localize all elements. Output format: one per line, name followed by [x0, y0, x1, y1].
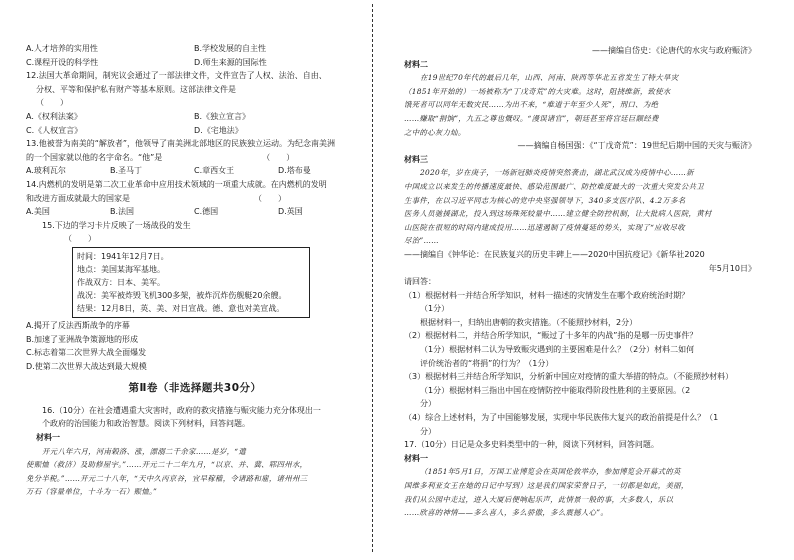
- q12-option-c[interactable]: C.《人权宣言》: [26, 125, 83, 135]
- q13-stem: [26, 137, 364, 164]
- q15-option-b[interactable]: B.加速了亚洲战争策源地的形成: [26, 334, 139, 344]
- q15-answer-blank: （ ）: [64, 234, 96, 244]
- material-line: 开元八年六月，河南榖洛、涨，漂溺二千余家……是岁，“遣: [42, 446, 247, 456]
- material-line: 山医院在很短的时间内建成投用……迅速遏制了疫情蔓延的势头，实现了“应收尽收: [404, 222, 685, 232]
- material-line: 生事件，在以习近平同志为核心的党中央坚强领导下，340多支医疗队、4.2万多名: [404, 195, 686, 205]
- material-line: 医务人员驰援湖北，投入到这场殊死较量中……建立健全防控机制，让大批病人医院，黄村: [404, 209, 712, 219]
- card-line-battle: 战况：美军被炸毁飞机300多架，被炸沉炸伤舰艇20余艘。: [77, 290, 287, 300]
- material-line: 使赈恤（救济）及助修屋宇。”……开元二十二年九月，“以京、并、冀、郓四州水，: [26, 460, 308, 470]
- subquestion-line: （2）根据材料二，并结合所学知识，“赈过了十多年的内战”指的是哪一历史事件？: [404, 331, 698, 341]
- material-line: 中国成立以来发生的传播速度最快、感染范围最广、防控难度最大的一次重大突发公共卫: [404, 181, 704, 191]
- card-line-result: 结果：12月8日，英、美、对日宣战。德、意也对美宣战。: [77, 303, 285, 313]
- subquestion-line: 评价统治者的“将捐”的行为？（1分）: [420, 358, 554, 368]
- q12-option-d[interactable]: D.《宅地法》: [194, 125, 243, 135]
- q14-text-line: 和改进方面成就最大的国家是 （ ）: [26, 193, 286, 203]
- q17-material1-text: [404, 465, 756, 519]
- material2-text: [404, 71, 756, 139]
- q13-option-row: [26, 164, 364, 178]
- q16-subquestions: [404, 289, 756, 439]
- q11-option-row: [26, 56, 364, 70]
- q14-text-line: 14.内燃机的发明是第二次工业革命中应用技术领域的一项重大成就。在内燃机的发明: [26, 179, 327, 189]
- source-citation-3-cont: 年5月10日》: [708, 263, 756, 273]
- page-divider: [372, 4, 373, 552]
- subquestion-line: （1分）根据材料二认为导致赈灾遇到的主要困难是什么？（2分）材料二如何: [420, 345, 695, 355]
- material-line: 我们从公园中走过，进入大厦后便响起乐声，此情景一般的事，大多数人，乐以: [404, 494, 674, 504]
- source-citation-1: ——摘编自岱史：《论唐代的水灾与政府赈济》: [592, 46, 756, 55]
- material-line: 国维多利亚女王在她的日记中写到）这是我们国家荣誉日子，一切都是如此，美丽，: [404, 481, 689, 490]
- q17-material1-label: 材料一: [404, 453, 428, 463]
- subquestion-line: （4）综合上述材料，为了中国能够发展，实现中华民族伟大复兴的政治前提是什么？（1: [404, 413, 719, 423]
- q11-option-row: [26, 42, 364, 56]
- card-line-sides: 作战双方：日本、美军。: [77, 277, 165, 287]
- material-line: 万石（容量单位，十斗为一石）赈恤。”: [26, 487, 158, 497]
- material-line: 尽治”……: [404, 236, 439, 246]
- left-column: [26, 42, 364, 499]
- q12-option-row: [26, 124, 364, 138]
- q12-stem: [26, 69, 364, 110]
- q13-text-line: 13.他被誉为南美的“解放者”，他领导了南美洲北部地区的民族独立运动。为纪念南美洲: [26, 139, 336, 149]
- section-title: 第Ⅱ卷（非选择题共30分）: [128, 382, 262, 395]
- material-line: （1851年开始的）一场被称为“丁戊奇荒”的大灾难。这时，阻挠维新，致使水: [404, 86, 671, 96]
- q14-option-d[interactable]: D.英国: [278, 207, 303, 217]
- q15-text-line: 15.下边的学习卡片反映了一场战役的发生: [42, 220, 191, 230]
- q16-stem: [26, 404, 364, 431]
- subquestion-line: （1分）: [420, 304, 450, 314]
- material-line: （1851年5月1日，万国工业博览会在英国伦敦举办，参加博览会开幕式的英: [420, 467, 681, 477]
- material3-text: [404, 166, 756, 248]
- q16-text-line: 16.（10分）在社会遭遇重大灾害时，政府的救灾措施与赈灾能力充分体现出一: [42, 405, 321, 415]
- q14-option-c[interactable]: C.德国: [194, 207, 219, 217]
- q13-text-line: 的一个国家就以他的名字命名。“他”是 （ ）: [26, 152, 295, 162]
- q15-options: [26, 319, 364, 373]
- q14-option-b[interactable]: B.法国: [110, 207, 135, 217]
- q13-option-c[interactable]: C.章西女王: [194, 166, 235, 176]
- q12-answer-blank: （ ）: [36, 98, 68, 108]
- q11-option-a[interactable]: A.人才培养的实用性: [26, 44, 98, 53]
- material-line: 饿死者可以同年无数灾民……为出不来，“难道于年至少人死”，刑口、为绝: [404, 100, 659, 110]
- q16-material1-text: [26, 445, 364, 499]
- q14-stem: [26, 178, 364, 205]
- question-intro: 请回答：: [404, 277, 436, 287]
- material-line: 在19世纪70年代的最后几年，山西、河南、陕西等华北五省发生了特大旱灾: [420, 73, 679, 83]
- material3-label: 材料三: [404, 154, 428, 164]
- q16-text-line: 个政府的治国能力和政治智慧。阅读下列材料，回答问题。: [42, 419, 250, 429]
- q14-option-row: [26, 205, 364, 219]
- material-line: 之中的心灰力灿。: [404, 127, 466, 137]
- subquestion-line: （1分）根据材料三指出中国在疫情防控中能取得阶段性胜利的主要原因。（2: [420, 385, 691, 395]
- source-citation-2: ——摘编自杨国强：《“丁戊奇荒”：19世纪后期中国的天灾与赈济》: [517, 141, 756, 151]
- q15-stem: [26, 219, 364, 246]
- material-line: 免分半税。”……开元二十八年，“天中久丙京谷，宜早稼穑，令诸路和雇，诸州州三: [26, 473, 308, 483]
- card-line-place: 地点：美国某海军基地。: [77, 264, 165, 274]
- material2-label: 材料二: [404, 59, 428, 69]
- material-line: 2020年，岁在庚子，一场新冠肺炎疫情突然袭击，湖北武汉成为疫情中心……新: [420, 168, 694, 178]
- q13-option-b[interactable]: B.圣马丁: [110, 166, 143, 176]
- q11-options: [26, 42, 364, 69]
- q15-study-card: [72, 247, 310, 318]
- q14-option-a[interactable]: A.美国: [26, 207, 50, 217]
- q12-text-line: 12.法国大革命期间，制宪议会通过了一部法律文件，文件宣告了人权、法治、自由、: [26, 71, 327, 81]
- material-line: ……赚取“捐饷”，九五之尊也慨叹。“漫误诸官”，朝廷甚至将宫廷巨额经费: [404, 113, 659, 123]
- q11-option-b[interactable]: B.学校发展的自主性: [194, 44, 267, 53]
- source-citation-3: ——摘编自《钟华论：在民族复兴的历史丰碑上——2020中国抗疫记》《新华社2020: [404, 249, 705, 259]
- q15-option-a[interactable]: A.揭开了反法西斯战争的序幕: [26, 320, 130, 330]
- subquestion-line: 分）: [420, 426, 436, 436]
- q17-stem: 17.（10分）日记是众多史料类型中的一种，阅读下列材料，回答问题。: [404, 440, 659, 450]
- q12-text-line: 分权、平等和保护私有财产等基本原则。这部法律文件是: [36, 84, 236, 94]
- subquestion-line: 根据材料一，归纳出唐朝的救灾措施。（不能照抄材料，2分）: [420, 317, 638, 327]
- q12-option-row: [26, 110, 364, 124]
- subquestion-line: 分）: [420, 399, 436, 409]
- subquestion-line: （1）根据材料一并结合所学知识，材料一描述的灾情发生在哪个政府统治时期？: [404, 290, 690, 300]
- subquestion-line: （3）根据材料三并结合所学知识，分析新中国应对疫情的重大举措的特点。（不能照抄材料）: [404, 372, 734, 382]
- q15-option-c[interactable]: C.标志着第二次世界大战全面爆发: [26, 348, 147, 358]
- card-line-time: 时间：1941年12月7日。: [77, 251, 169, 261]
- q12-options: [26, 110, 364, 137]
- q11-option-c[interactable]: C.课程开设的科学性: [26, 57, 99, 67]
- q16-material1-label: 材料一: [36, 433, 60, 443]
- q12-option-b[interactable]: B.《独立宣言》: [194, 111, 251, 121]
- q11-option-d[interactable]: D.师生来源的国际性: [194, 57, 267, 67]
- material-line: ……欣喜的神情——多么喜人，多么骄傲，多么震撼人心”。: [404, 508, 609, 518]
- q13-option-a[interactable]: A.玻利瓦尔: [26, 166, 66, 176]
- q12-option-a[interactable]: A.《权利法案》: [26, 111, 82, 121]
- q13-option-d[interactable]: D.塔布曼: [278, 166, 311, 176]
- q15-option-d[interactable]: D.使第二次世界大战达到最大规模: [26, 361, 147, 371]
- right-column: [404, 44, 756, 520]
